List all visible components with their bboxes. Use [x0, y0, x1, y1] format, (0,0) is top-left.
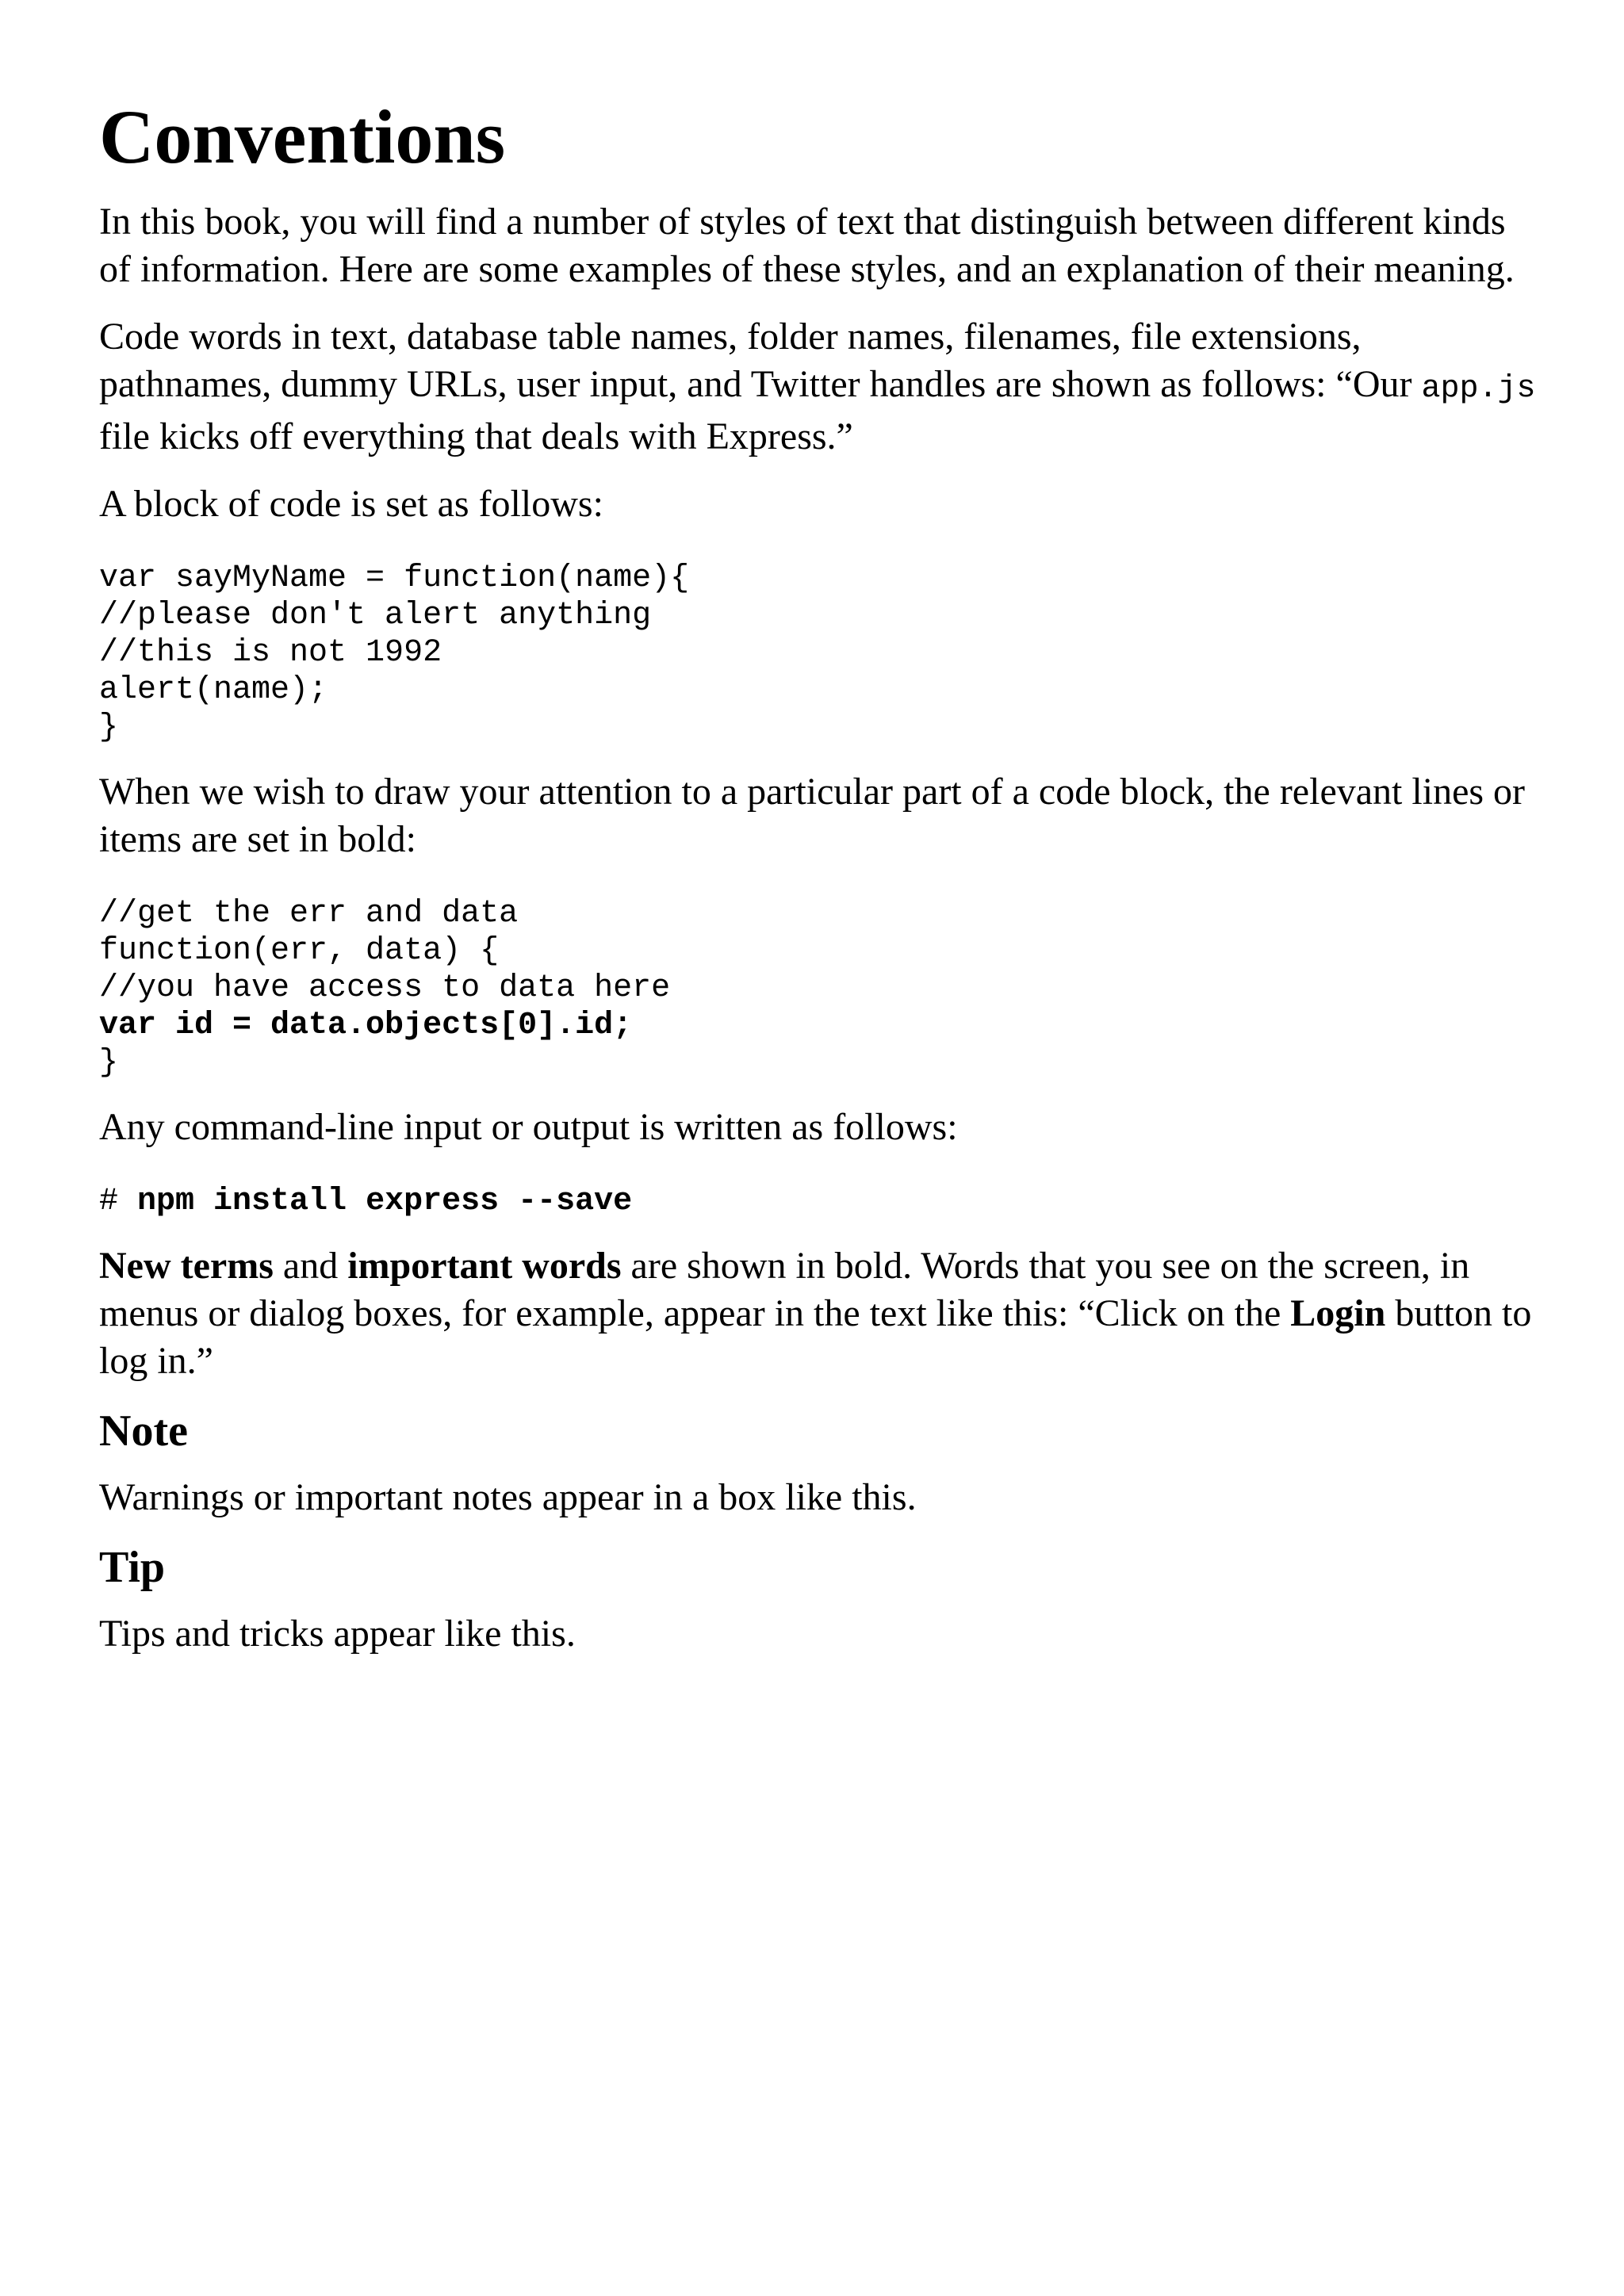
inline-code: app.js	[1421, 370, 1536, 407]
code-line: //you have access to data here	[99, 970, 671, 1006]
intro-paragraph: In this book, you will find a number of styles of text that distinguish between different kinds of information. Here are some examples of these styles, and an explanation of their meaning.	[99, 200, 1515, 290]
code-block-intro: A block of code is set as follows:	[99, 482, 603, 525]
code-line: var sayMyName = function(name){	[99, 560, 690, 596]
command-line-block	[99, 1183, 1542, 1220]
code-line: }	[99, 1044, 119, 1081]
code-line: //please don't alert anything	[99, 597, 652, 633]
code-line: //this is not 1992	[99, 634, 442, 671]
code-block-1	[99, 560, 1542, 746]
tip-heading: Tip	[99, 1542, 166, 1592]
note-text: Warnings or important notes appear in a box like this.	[99, 1475, 917, 1518]
terms-paragraph	[99, 1242, 1542, 1385]
code-words-paragraph	[99, 313, 1542, 461]
bold-term-new-terms: New terms	[99, 1244, 274, 1287]
terms-text-2: are shown in bold. Words that you see on the screen, in menus or dialog boxes, for example, appear in the text like this: “Click on the	[99, 1244, 1470, 1334]
bold-term-login: Login	[1290, 1292, 1386, 1334]
code-line: }	[99, 709, 119, 745]
note-heading: Note	[99, 1406, 188, 1456]
command-line-intro: Any command-line input or output is written as follows:	[99, 1105, 958, 1148]
code-line: alert(name);	[99, 672, 328, 708]
terms-text-3: button to log in.”	[99, 1292, 1532, 1382]
bold-term-important-words: important words	[347, 1244, 622, 1287]
code-line: function(err, data) {	[99, 932, 500, 969]
terms-text-1: and	[273, 1244, 348, 1287]
code-words-text-before: Code words in text, database table names, folder names, filenames, file extensions, pathnames, dummy URLs, user input, and Twitter handles are shown as follows: “Our	[99, 315, 1422, 405]
document-page	[99, 95, 1542, 1678]
code-line: //get the err and data	[99, 895, 519, 932]
page-title: Conventions	[99, 94, 506, 179]
code-block-2	[99, 895, 1542, 1081]
command-text: npm install express --save	[137, 1183, 633, 1219]
command-prompt: #	[99, 1183, 138, 1219]
code-words-text-after: file kicks off everything that deals with Express.”	[99, 415, 853, 457]
bold-lines-intro: When we wish to draw your attention to a particular part of a code block, the relevant lines or items are set in bold:	[99, 770, 1526, 860]
tip-text: Tips and tricks appear like this.	[99, 1612, 576, 1655]
code-line-highlighted: var id = data.objects[0].id;	[99, 1007, 633, 1043]
